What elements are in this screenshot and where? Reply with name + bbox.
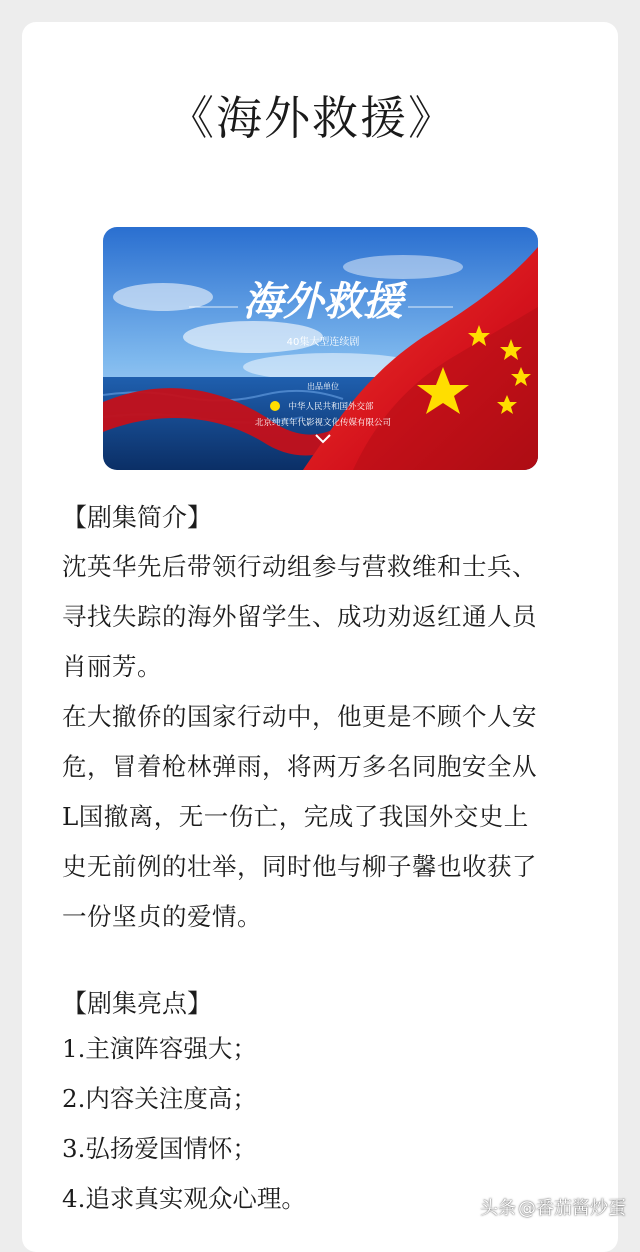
highlights-heading: 【剧集亮点】 — [62, 989, 213, 1018]
watermark-handle: @番茄酱炒蛋 — [518, 1198, 626, 1219]
list-item: 4.追求真实观众心理。 — [62, 1184, 306, 1213]
intro-line: 在大撤侨的国家行动中，他更是不顾个人安 — [62, 702, 537, 731]
article-title: 《海外救援》 — [168, 91, 456, 145]
list-item: 3.弘扬爱国情怀； — [62, 1134, 257, 1163]
intro-paragraph — [62, 542, 582, 942]
intro-line: 沈英华先后带领行动组参与营救维和士兵、 — [62, 552, 537, 581]
article-card — [22, 22, 618, 1252]
intro-line: 史无前例的壮举，同时他与柳子馨也收获了 — [62, 852, 537, 881]
intro-line: 危，冒着枪林弹雨，将两万多名同胞安全从 — [62, 752, 537, 781]
intro-line: 肖丽芳。 — [62, 652, 162, 681]
intro-line: 一份坚贞的爱情。 — [62, 902, 262, 931]
poster-subtitle: 40集大型连续剧 — [286, 337, 360, 348]
intro-line: L国撤离，无一伤亡，完成了我国外交史上 — [62, 802, 529, 831]
watermark-prefix: 头条 — [480, 1198, 516, 1219]
intro-heading: 【剧集简介】 — [62, 503, 213, 532]
emblem-icon — [270, 401, 280, 411]
intro-line: 寻找失踪的海外留学生、成功劝返红通人员 — [62, 602, 537, 631]
list-item: 1.主演阵容强大； — [62, 1034, 257, 1063]
poster-producer-2: 北京纯真年代影视文化传媒有限公司 — [254, 418, 392, 428]
poster-producer-label: 出品单位 — [307, 382, 339, 391]
watermark — [480, 1194, 626, 1220]
poster-producer-1: 中华人民共和国外交部 — [288, 402, 374, 412]
highlights-list — [62, 1024, 306, 1224]
drama-poster — [103, 227, 538, 470]
poster-calligraphy-title: 海外救援 — [243, 278, 403, 325]
list-item: 2.内容关注度高； — [62, 1084, 257, 1113]
